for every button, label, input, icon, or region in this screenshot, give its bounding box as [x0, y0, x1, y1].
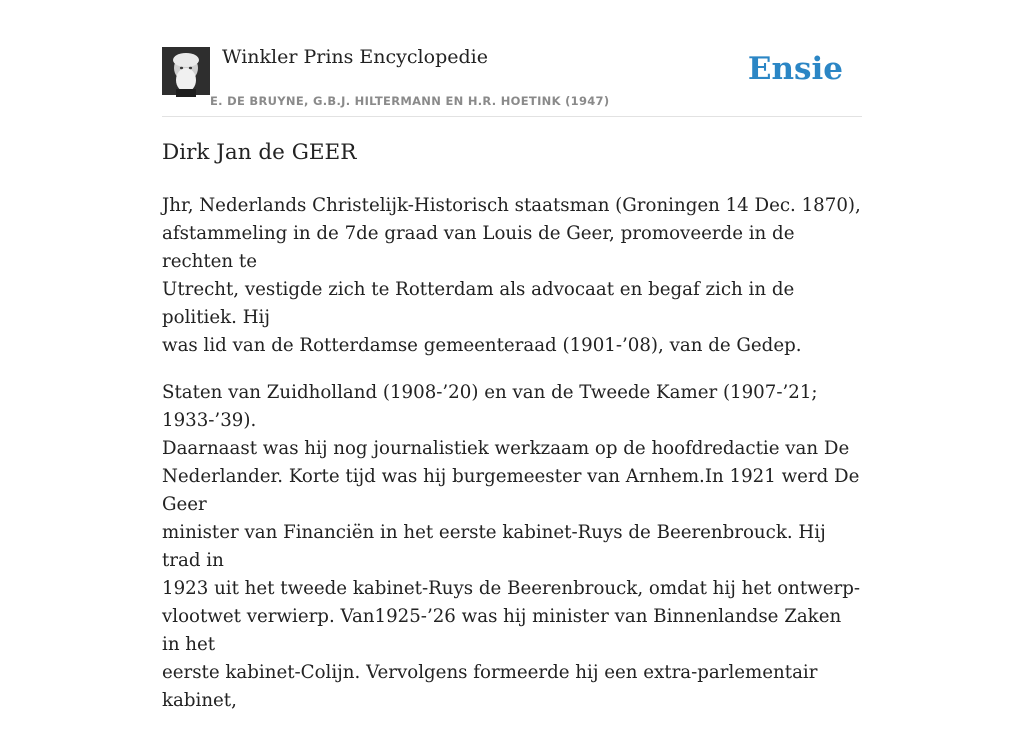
- site-title[interactable]: Winkler Prins Encyclopedie: [222, 46, 488, 68]
- paragraph-line: afstammeling in de 7de graad van Louis de Geer, promoveerde in de rechten te: [162, 223, 795, 272]
- site-header: [162, 46, 862, 117]
- paragraph-line: vlootwet verwierp. Van1925-’26 was hij minister van Binnenlandse Zaken in het: [162, 606, 842, 655]
- paragraph-line: 1923 uit het tweede kabinet-Ruys de Beerenbrouck, omdat hij het ontwerp-: [162, 578, 860, 599]
- article-body: [162, 192, 862, 734]
- paragraph-line: Staten van Zuidholland (1908-’20) en van de Tweede Kamer (1907-’21; 1933-’39).: [162, 382, 818, 431]
- article-paragraph-2: [162, 379, 862, 715]
- paragraph-line: minister van Financiën in het eerste kabinet-Ruys de Beerenbrouck. Hij trad in: [162, 522, 826, 571]
- avatar: [162, 47, 210, 95]
- paragraph-line: Nederlander. Korte tijd was hij burgemeester van Arnhem.In 1921 werd De Geer: [162, 466, 860, 515]
- paragraph-line: was lid van de Rotterdamse gemeenteraad (1901-’08), van de Gedep.: [162, 335, 802, 356]
- article-paragraph-1: [162, 192, 862, 360]
- paragraph-line: Utrecht, vestigde zich te Rotterdam als advocaat en begaf zich in de politiek. Hij: [162, 279, 795, 328]
- brand-logo[interactable]: Ensie: [747, 51, 843, 87]
- portrait-image: [162, 47, 210, 95]
- paragraph-line: Jhr, Nederlands Christelijk-Historisch staatsman (Groningen 14 Dec. 1870),: [162, 195, 861, 216]
- article-title: Dirk Jan de GEER: [162, 140, 357, 165]
- paragraph-line: eerste kabinet-Colijn. Vervolgens formeerde hij een extra-parlementair kabinet,: [162, 662, 818, 711]
- paragraph-line: Daarnaast was hij nog journalistiek werkzaam op de hoofdredactie van De: [162, 438, 850, 459]
- authors-line: E. DE BRUYNE, G.B.J. HILTERMANN EN H.R. HOETINK (1947): [210, 94, 610, 108]
